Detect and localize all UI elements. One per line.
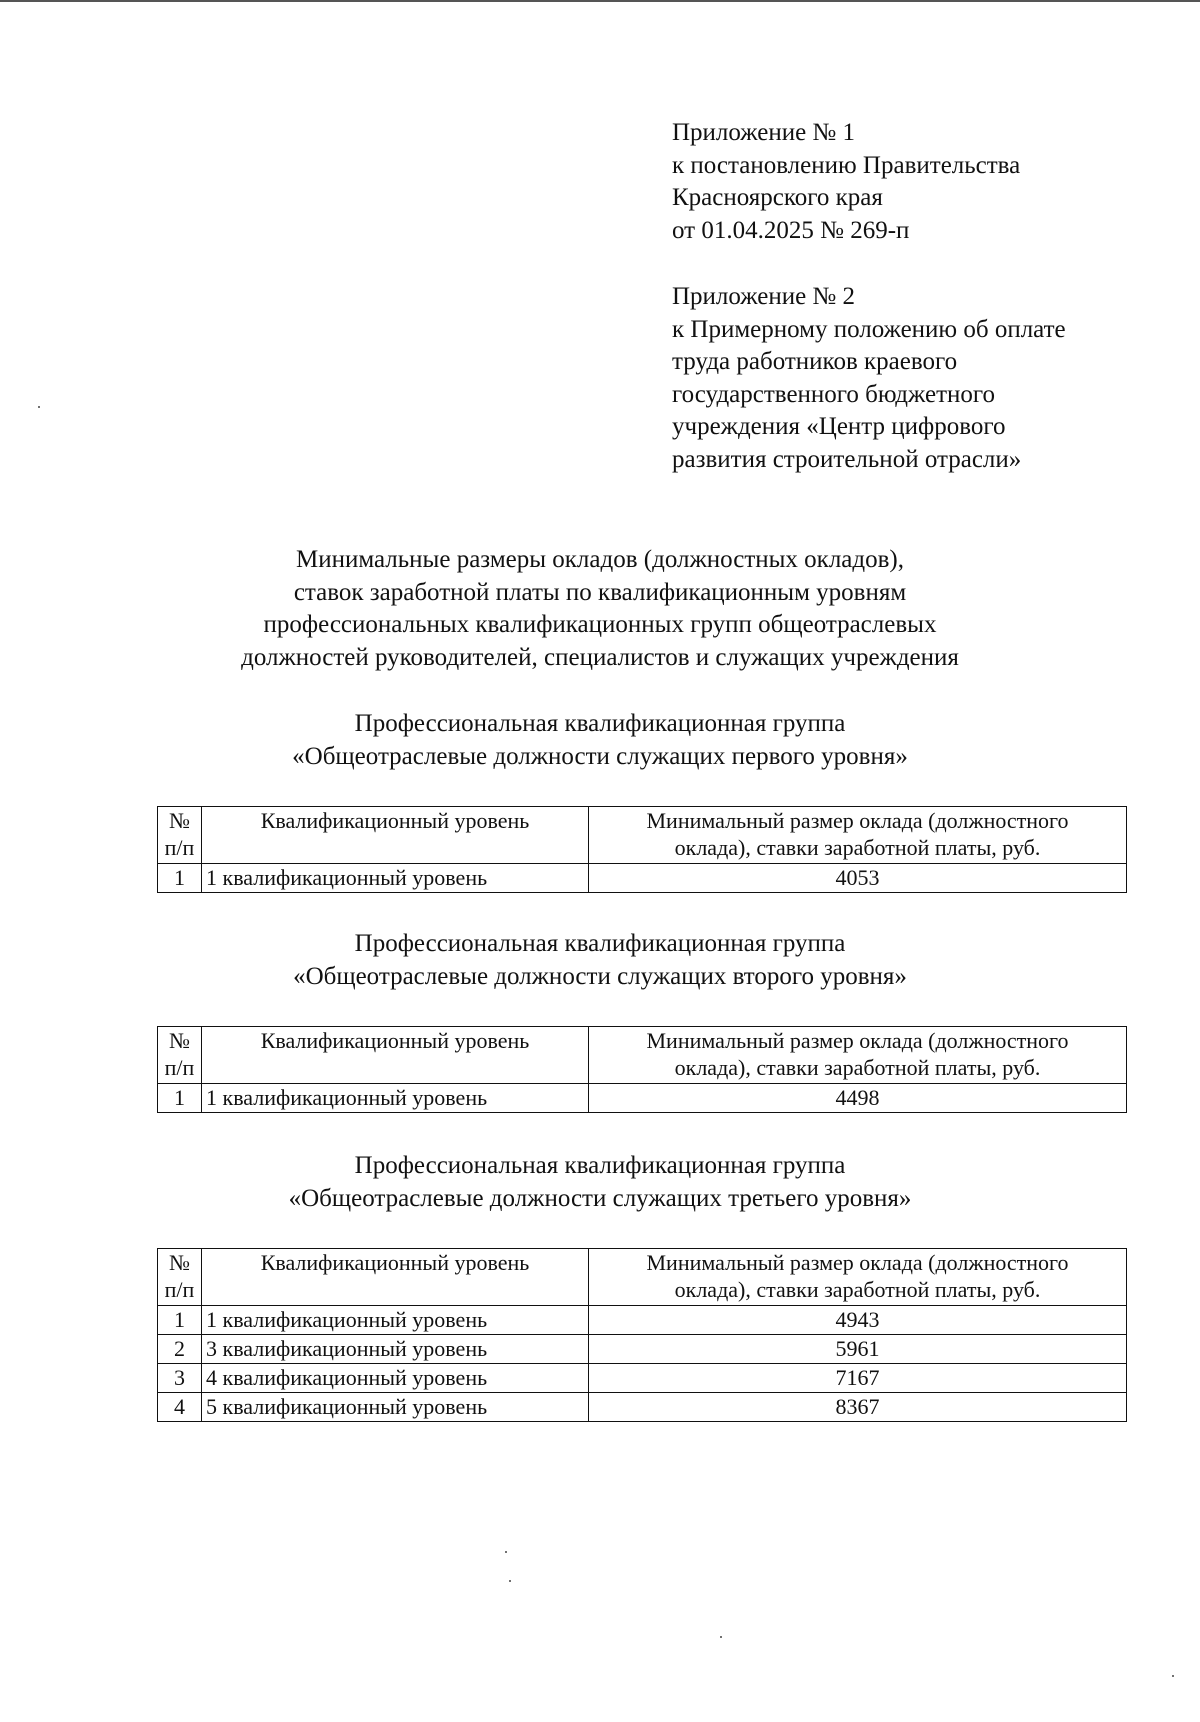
cell-level: 4 квалификационный уровень <box>202 1364 589 1393</box>
group-2-heading <box>150 928 1050 993</box>
group-heading-line: Профессиональная квалификационная группа <box>354 930 846 957</box>
appendix-2-line: труда работников краевого <box>672 348 958 375</box>
group-heading-line: Профессиональная квалификационная группа <box>354 710 846 737</box>
title-line: профессиональных квалификационных групп общеотраслевых <box>263 611 937 638</box>
header-salary <box>589 807 1127 864</box>
header-num <box>158 807 202 864</box>
group-3-heading <box>150 1150 1050 1215</box>
appendix-1-block <box>672 117 1020 247</box>
header-num-line: п/п <box>164 1055 195 1080</box>
table-row <box>158 1335 1127 1364</box>
cell-num: 1 <box>158 1084 202 1113</box>
header-level: Квалификационный уровень <box>202 1027 589 1084</box>
cell-level: 3 квалификационный уровень <box>202 1335 589 1364</box>
appendix-1-line: к постановлению Правительства <box>672 151 1021 179</box>
cell-salary: 4498 <box>589 1084 1127 1113</box>
header-num-line: п/п <box>164 835 195 860</box>
appendix-2-line: государственного бюджетного <box>672 380 995 408</box>
header-level: Квалификационный уровень <box>202 807 589 864</box>
cell-num: 3 <box>158 1364 202 1393</box>
appendix-2-line: развития строительной отрасли» <box>672 445 1022 473</box>
document-title <box>150 544 1050 674</box>
appendix-1-line: Приложение № 1 <box>672 119 856 146</box>
scan-top-edge <box>0 0 1200 2</box>
table-row <box>158 1364 1127 1393</box>
header-salary-line: оклада), ставки заработной платы, руб. <box>674 1277 1041 1302</box>
cell-salary: 4053 <box>589 864 1127 893</box>
scan-speck <box>505 1551 507 1553</box>
cell-salary: 8367 <box>589 1393 1127 1422</box>
group-heading-line: «Общеотраслевые должности служащих третьего уровня» <box>288 1184 912 1212</box>
appendix-1-line: Красноярского края <box>672 184 883 211</box>
group-3-table <box>157 1248 1127 1422</box>
cell-salary: 7167 <box>589 1364 1127 1393</box>
header-num <box>158 1249 202 1306</box>
group-heading-line: «Общеотраслевые должности служащих первого уровня» <box>292 742 908 770</box>
appendix-2-line: Приложение № 2 <box>672 283 856 310</box>
header-salary-line: Минимальный размер оклада (должностного <box>646 808 1069 833</box>
header-num-line: № <box>169 1250 190 1275</box>
group-heading-line: «Общеотраслевые должности служащих второго уровня» <box>293 962 907 990</box>
group-1-table <box>157 806 1127 893</box>
cell-num: 1 <box>158 1306 202 1335</box>
appendix-2-line: учреждения «Центр цифрового <box>672 413 1006 440</box>
table-header-row <box>158 807 1127 864</box>
cell-num: 1 <box>158 864 202 893</box>
header-level: Квалификационный уровень <box>202 1249 589 1306</box>
header-salary <box>589 1249 1127 1306</box>
cell-num: 2 <box>158 1335 202 1364</box>
cell-level: 1 квалификационный уровень <box>202 1306 589 1335</box>
table-row <box>158 1084 1127 1113</box>
header-num <box>158 1027 202 1084</box>
header-salary-line: Минимальный размер оклада (должностного <box>646 1028 1069 1053</box>
group-1-heading <box>150 708 1050 773</box>
cell-level: 1 квалификационный уровень <box>202 1084 589 1113</box>
header-num-line: п/п <box>164 1277 195 1302</box>
scan-speck <box>38 406 40 408</box>
cell-level: 5 квалификационный уровень <box>202 1393 589 1422</box>
appendix-2-line: к Примерному положению об оплате <box>672 315 1066 343</box>
title-line: должностей руководителей, специалистов и служащих учреждения <box>241 643 959 671</box>
table-row <box>158 1393 1127 1422</box>
header-salary-line: оклада), ставки заработной платы, руб. <box>674 835 1041 860</box>
group-2-table <box>157 1026 1127 1113</box>
header-salary-line: оклада), ставки заработной платы, руб. <box>674 1055 1041 1080</box>
header-salary <box>589 1027 1127 1084</box>
cell-salary: 4943 <box>589 1306 1127 1335</box>
table-header-row <box>158 1027 1127 1084</box>
scan-speck <box>1172 1675 1174 1677</box>
title-line: Минимальные размеры окладов (должностных окладов), <box>295 546 905 573</box>
scan-speck <box>509 1580 511 1582</box>
scan-speck <box>720 1636 722 1638</box>
group-heading-line: Профессиональная квалификационная группа <box>354 1152 846 1179</box>
table-header-row <box>158 1249 1127 1306</box>
appendix-1-line: от 01.04.2025 № 269-п <box>672 216 910 244</box>
header-salary-line: Минимальный размер оклада (должностного <box>646 1250 1069 1275</box>
header-num-line: № <box>169 808 190 833</box>
cell-num: 4 <box>158 1393 202 1422</box>
cell-level: 1 квалификационный уровень <box>202 864 589 893</box>
cell-salary: 5961 <box>589 1335 1127 1364</box>
table-row <box>158 1306 1127 1335</box>
table-row <box>158 864 1127 893</box>
title-line: ставок заработной платы по квалификационным уровням <box>293 578 907 606</box>
appendix-2-block <box>672 281 1066 476</box>
header-num-line: № <box>169 1028 190 1053</box>
